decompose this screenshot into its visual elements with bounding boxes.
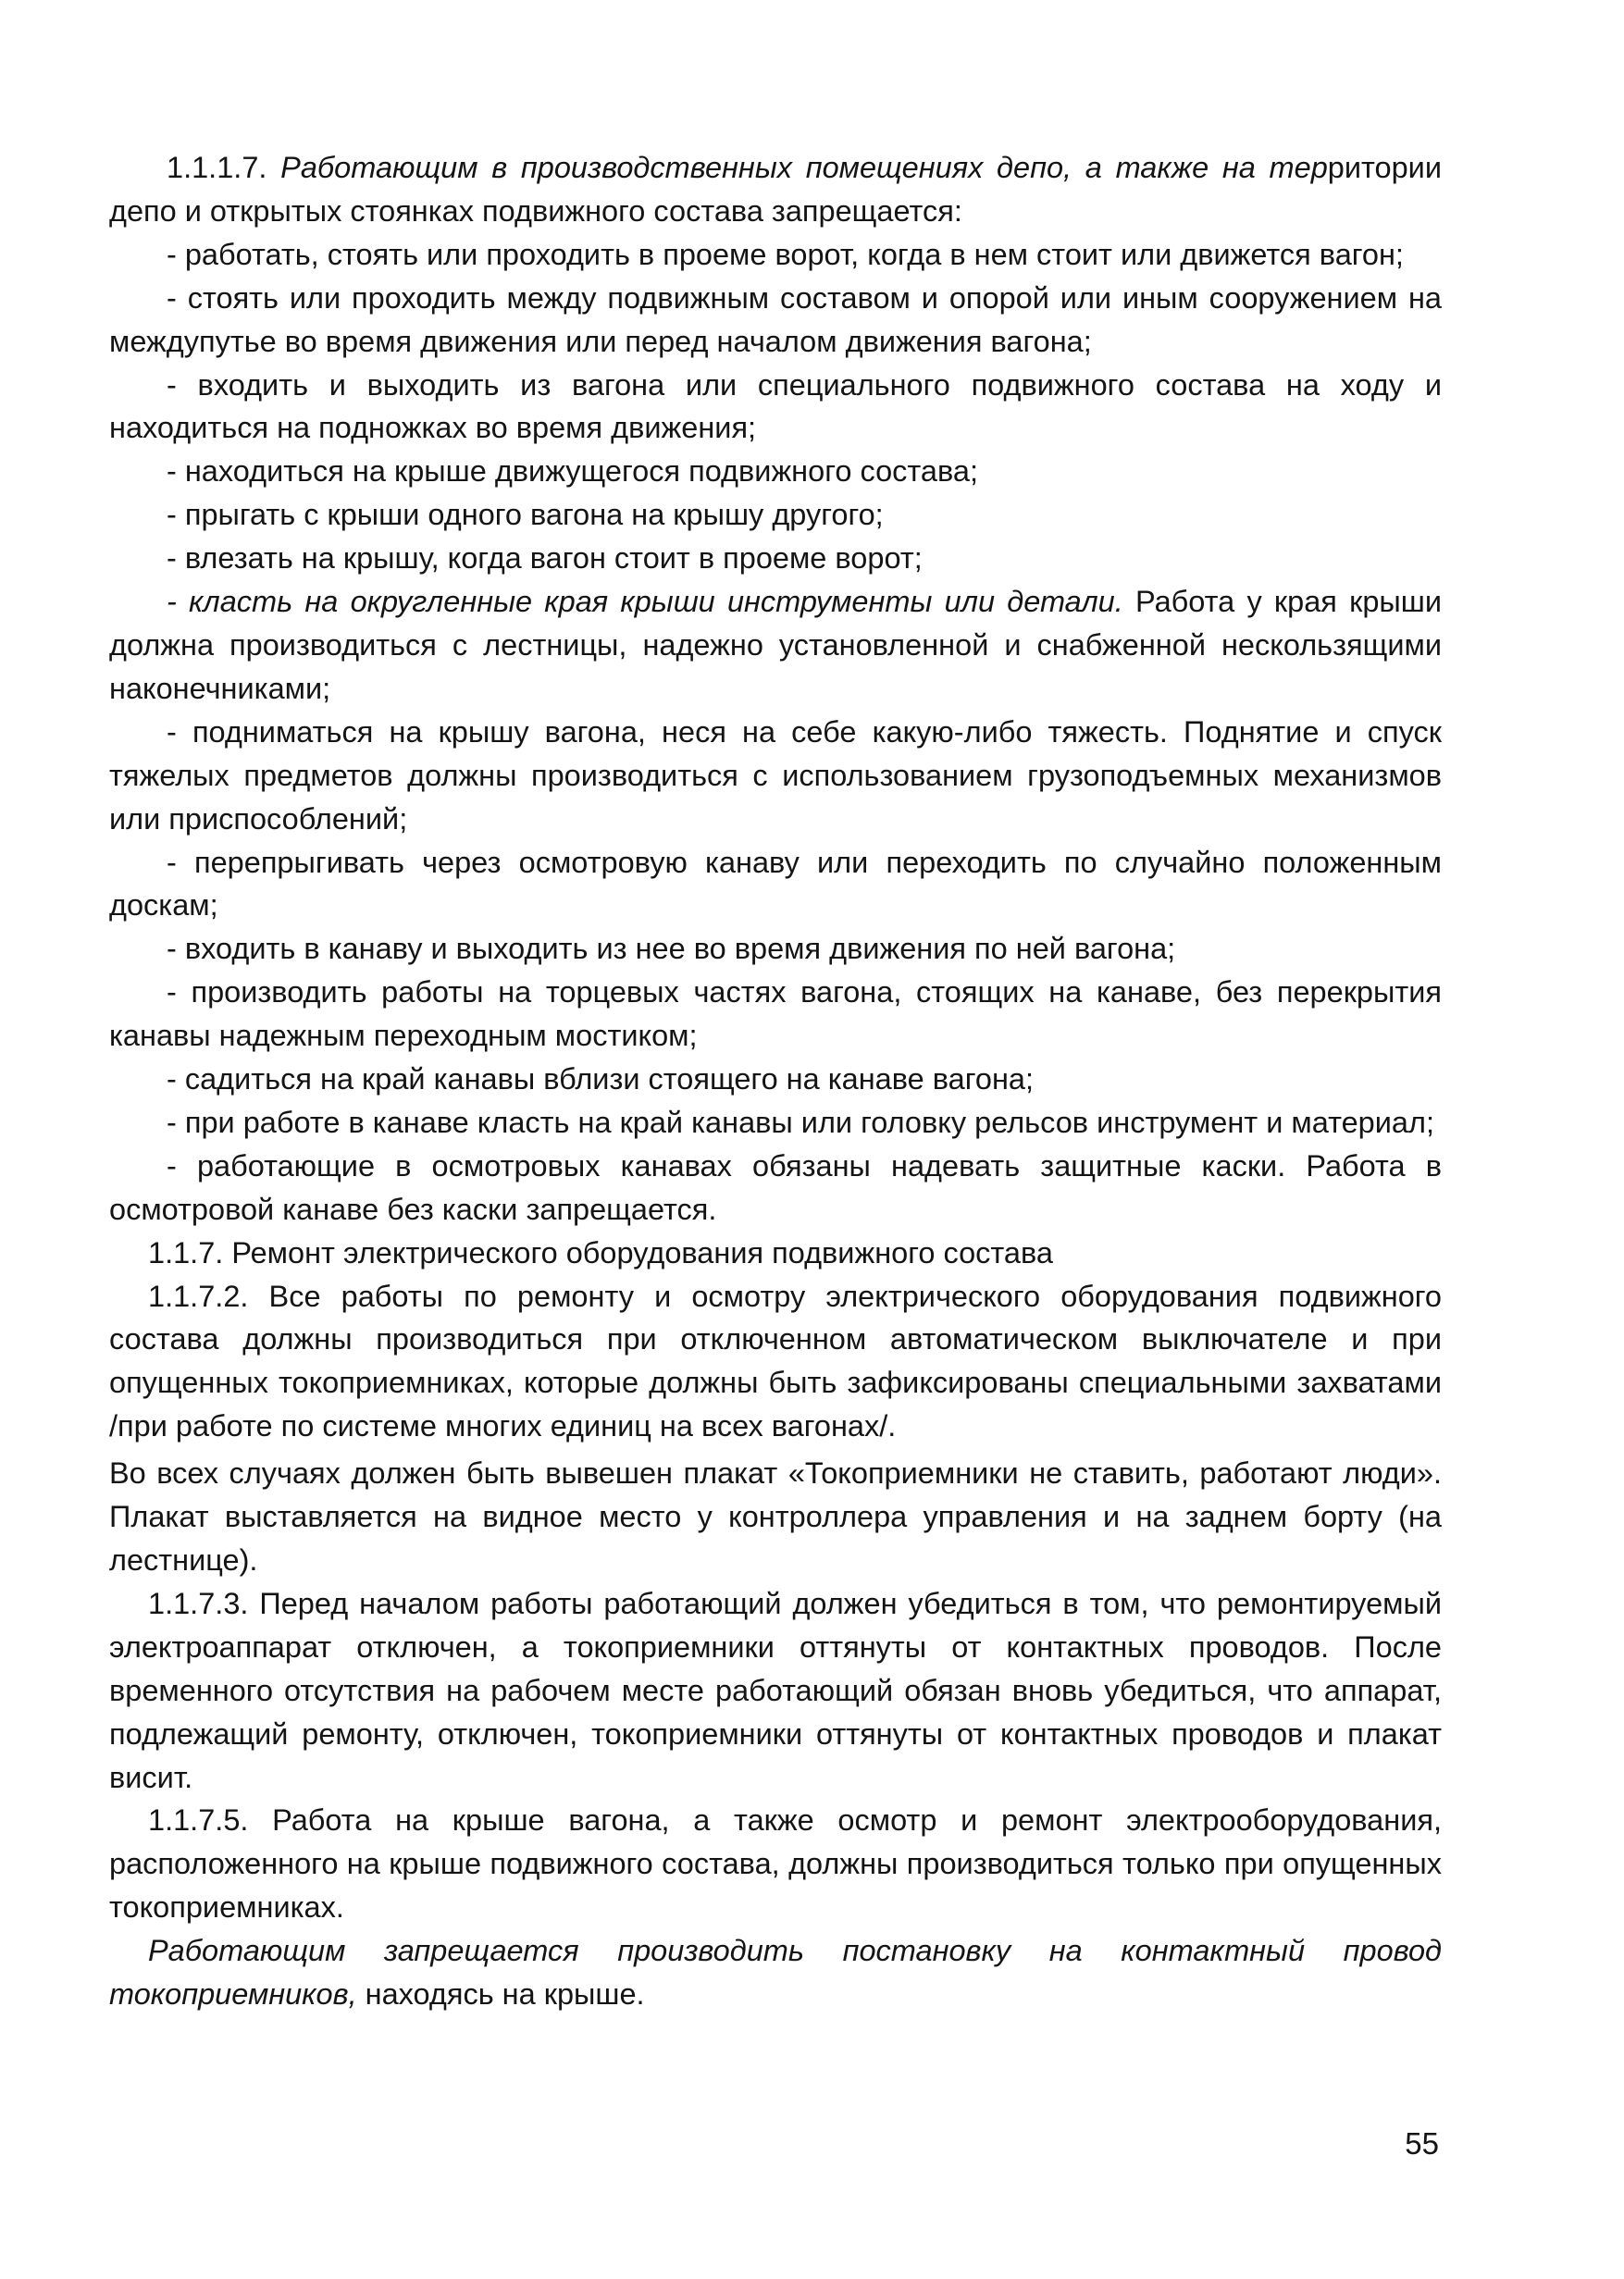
list-item: [109, 493, 1442, 537]
list-item: [109, 580, 1442, 711]
paragraph-text: 1.1.7.2. Все работы по ремонту и осмотру электрического оборудования подвижного состава должны производиться при отключенном автоматическом выключателе и при опущенных токоприемниках, которые должны быть зафиксированы специальными захватами /при работе по системе многих единиц на всех вагонах/.: [109, 1279, 1442, 1443]
list-item: [109, 927, 1442, 971]
paragraph-1-1-7-5: [109, 1799, 1442, 1929]
list-item: [109, 364, 1442, 451]
list-item: [109, 1101, 1442, 1145]
list-item: [109, 1145, 1442, 1232]
paragraph-1-1-1-7: [109, 146, 1442, 233]
paragraph-text: - прыгать с крыши одного вагона на крышу другого;: [167, 498, 884, 532]
list-item: [109, 971, 1442, 1058]
paragraph-text: - производить работы на торцевых частях вагона, стоящих на канаве, без перекрытия канавы надежным переходным мостиком;: [109, 975, 1442, 1053]
paragraph-1-1-7-3: [109, 1582, 1442, 1800]
section-heading: [109, 1232, 1442, 1275]
paragraph-text: находясь на крыше.: [356, 1977, 645, 2012]
paragraph-text: - подниматься на крышу вагона, неся на себе какую-либо тяжесть. Поднятие и спуск тяжелых предметов должны производиться с использованием грузоподъемных механизмов или приспособлений;: [109, 714, 1442, 836]
paragraph-text: ритории депо и открытых стоянках подвижного состава запрещается:: [109, 151, 1442, 228]
italic-text: Работающим запрещается производить постановку на контактный провод токоприемников,: [109, 1934, 1442, 2012]
list-item: [109, 450, 1442, 493]
paragraph-text: Работа у края крыши должна производиться с лестницы, надежно установленной и снабженной нескользящими наконечниками;: [109, 585, 1442, 705]
list-item: [109, 841, 1442, 928]
paragraph-text: 1.1.7. Ремонт электрического оборудования подвижного состава: [148, 1235, 1053, 1270]
italic-text: Работающим в производственных помещениях депо, а также на тер: [280, 151, 1328, 184]
paragraph-text: 1.1.7.5. Работа на крыше вагона, а также осмотр и ремонт электрооборудования, расположенного на крыше подвижного состава, должны производиться только при опущенных токоприемниках.: [109, 1803, 1442, 1925]
paragraph-text: - входить в канаву и выходить из нее во время движения по ней вагона;: [167, 932, 1176, 966]
paragraph-text: - работать, стоять или проходить в проеме ворот, когда в нем стоит или движется вагон;: [167, 237, 1404, 271]
document-page: [109, 146, 1442, 2016]
list-item: [109, 537, 1442, 580]
paragraph-text: - садиться на край канавы вблизи стоящего на канаве вагона;: [167, 1062, 1035, 1096]
paragraph-poster-notice: [109, 1452, 1442, 1582]
list-item: [109, 711, 1442, 841]
paragraph-text: - влезать на крышу, когда вагон стоит в проеме ворот;: [167, 541, 923, 576]
page-number: 55: [1405, 2126, 1439, 2161]
paragraph-text: - перепрыгивать через осмотровую канаву или переходить по случайно положенным доскам;: [109, 845, 1442, 923]
paragraph-1-1-7-2: [109, 1275, 1442, 1449]
list-item: [109, 277, 1442, 364]
paragraph-text: - при работе в канаве класть на край канавы или головку рельсов инструмент и материал;: [167, 1105, 1434, 1139]
paragraph-text: - входить и выходить из вагона или специального подвижного состава на ходу и находиться на подножках во время движения;: [109, 367, 1442, 445]
list-item: [109, 233, 1442, 277]
paragraph-text: - находиться на крыше движущегося подвижного состава;: [167, 454, 978, 489]
paragraph-text: 1.1.7.3. Перед началом работы работающий должен убедиться в том, что ремонтируемый электроаппарат отключен, а токоприемники оттянуты от контактных проводов. После временного отсутствия на рабочем месте работающий обязан вновь убедиться, что аппарат, подлежащий ремонту, отключен, токоприемники оттянуты от контактных проводов и плакат висит.: [109, 1586, 1442, 1794]
paragraph-text: Во всех случаях должен быть вывешен плакат «Токоприемники не ставить, работают люди». Плакат выставляется на видное место у контроллера управления и на заднем борту (на лестнице).: [109, 1456, 1442, 1577]
list-item: [109, 1058, 1442, 1101]
italic-text: - класть на округленные края крыши инструменты или детали.: [167, 585, 1123, 619]
paragraph-roof-prohibition: [109, 1929, 1442, 2016]
paragraph-text: - стоять или проходить между подвижным составом и опорой или иным сооружением на междупутье во время движения или перед началом движения вагона;: [109, 280, 1442, 358]
paragraph-text: - работающие в осмотровых канавах обязаны надевать защитные каски. Работа в осмотровой канаве без каски запрещается.: [109, 1148, 1442, 1226]
clause-number: 1.1.1.7.: [167, 151, 281, 184]
